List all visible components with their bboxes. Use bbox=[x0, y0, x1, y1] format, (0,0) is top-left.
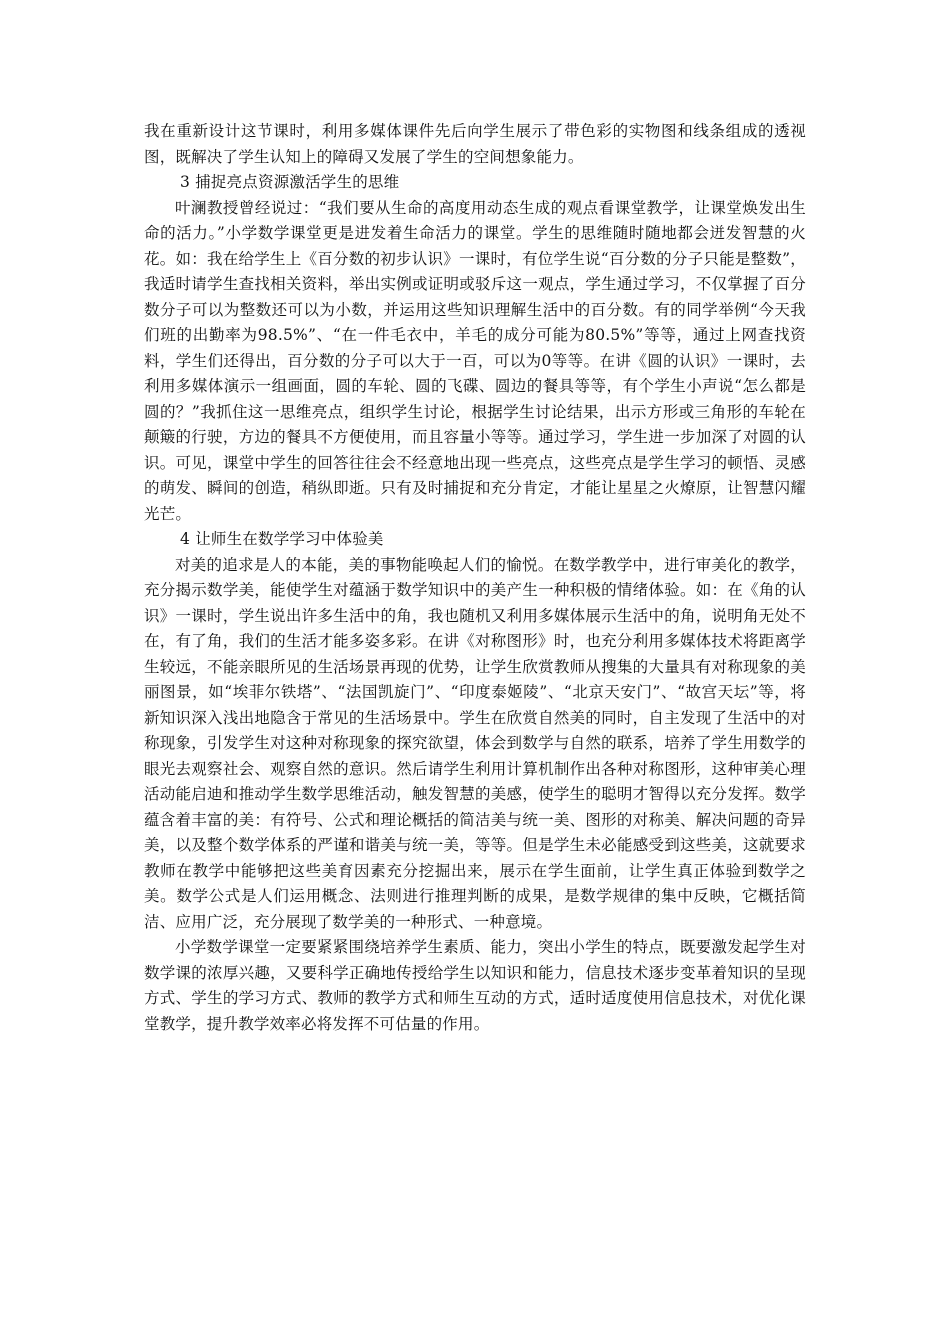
paragraph-section-3-body: 叶澜教授曾经说过：“我们要从生命的高度用动态生成的观点看课堂教学，让课堂焕发出生命的活力。”小学数学课堂更是进发着生命活力的课堂。学生的思维随时随地都会迸发智慧的火花。如：我在给学生上《百分数的初步认识》一课时，有位学生说“百分数的分子只能是整数”，我适时请学生查找相关资料，举出实例或证明或驳斥这一观点，学生通过学习，不仅掌握了百分数分子可以为整数还可以为小数，并运用这些知识理解生活中的百分数。有的同学举例“今天我们班的出勤率为98.5%”、“在一件毛衣中，羊毛的成分可能为80.5%”等等，通过上网查找资料，学生们还得出，百分数的分子可以大于一百，可以为0等等。在讲《圆的认识》一课时，去利用多媒体演示一组画面，圆的车轮、圆的飞碟、圆边的餐具等等，有个学生小声说“怎么都是圆的？”我抓住这一思维亮点，组织学生讨论，根据学生讨论结果，出示方形或三角形的车轮在颠簸的行驶，方边的餐具不方便使用，而且容量小等等。通过学习，学生进一步加深了对圆的认识。可见，课堂中学生的回答往往会不经意地出现一些亮点，这些亮点是学生学习的顿悟、灵感的萌发、瞬间的创造，稍纵即逝。只有及时捕捉和充分肯定，才能让星星之火燎原，让智慧闪耀光芒。 bbox=[144, 198, 806, 523]
paragraph-continuation: 我在重新设计这节课时，利用多媒体课件先后向学生展示了带色彩的实物图和线条组成的透视图，既解决了学生认知上的障碍又发展了学生的空间想象能力。 bbox=[144, 122, 806, 166]
document-page bbox=[144, 119, 806, 1037]
paragraph-section-4-body: 对美的追求是人的本能，美的事物能唤起人们的愉悦。在数学教学中，进行审美化的教学，充分揭示数学美，能使学生对蕴涵于数学知识中的美产生一种积极的情绪体验。如：在《角的认识》一课时，学生说出许多生活中的角，我也随机又利用多媒体展示生活中的角，说明角无处不在，有了角，我们的生活才能多姿多彩。在讲《对称图形》时，也充分利用多媒体技术将距离学生较远，不能亲眼所见的生活场景再现的优势，让学生欣赏教师从搜集的大量具有对称现象的美丽图景，如“埃菲尔铁塔”、“法国凯旋门”、“印度泰姬陵”、“北京天安门”、“故宫天坛”等，将新知识深入浅出地隐含于常见的生活场景中。学生在欣赏自然美的同时，自主发现了生活中的对称现象，引发学生对这种对称现象的探究欲望，体会到数学与自然的联系，培养了学生用数学的眼光去观察社会、观察自然的意识。然后请学生利用计算机制作出各种对称图形，这种审美心理活动能启迪和推动学生数学思维活动，触发智慧的美感，使学生的聪明才智得以充分发挥。数学蕴含着丰富的美：有符号、公式和理论概括的简洁美与统一美、图形的对称美、解决问题的奇异美，以及整个数学体系的严谨和谐美与统一美，等等。但是学生未必能感受到这些美，这就要求教师在教学中能够把这些美育因素充分挖掘出来，展示在学生面前，让学生真正体验到数学之美。数学公式是人们运用概念、法则进行推理判断的成果，是数学规律的集中反映，它概括简洁、应用广泛，充分展现了数学美的一种形式、一种意境。 bbox=[144, 555, 806, 931]
section-heading-4: 4 让师生在数学学习中体验美 bbox=[180, 530, 384, 548]
paragraph-conclusion: 小学数学课堂一定要紧紧围绕培养学生素质、能力，突出小学生的特点，既要激发起学生对数学课的浓厚兴趣，又要科学正确地传授给学生以知识和能力，信息技术逐步变革着知识的呈现方式、学生的学习方式、教师的教学方式和师生互动的方式，适时适度使用信息技术，对优化课堂教学，提升教学效率必将发挥不可估量的作用。 bbox=[144, 938, 806, 1033]
section-heading-3: 3 捕捉亮点资源激活学生的思维 bbox=[180, 173, 400, 191]
